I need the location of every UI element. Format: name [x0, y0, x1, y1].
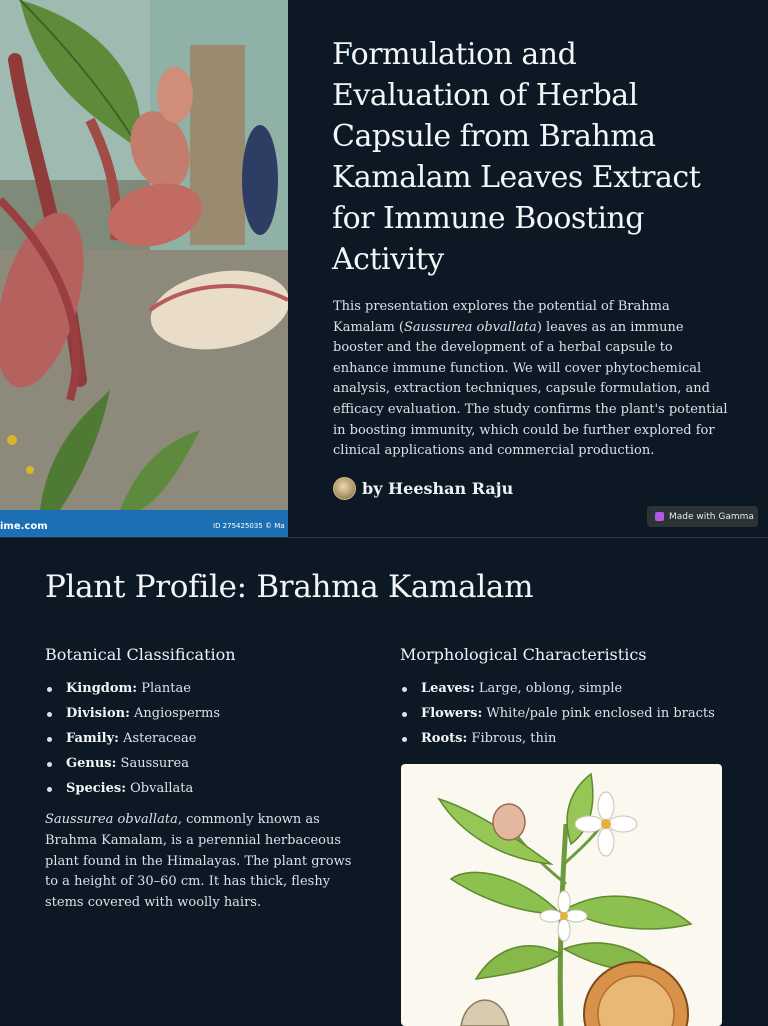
- brahma-kamalam-photo: [0, 0, 288, 537]
- badge-label: Made with Gamma: [669, 511, 754, 522]
- plant-illustration: [401, 764, 722, 1026]
- intro-text-end: ) leaves as an immune booster and the development of a herbal capsule to enhance immune function. We will cover phytochemical analysis, extraction techniques, capsule formulation, and efficacy evaluation. The study confirms the plant's potential in boosting immunity, which could be further explored for clinical applications and commercial production.: [333, 319, 728, 459]
- watermark-id: ID 275425035 © Ma: [213, 522, 285, 530]
- watermark-site: ime.com: [0, 521, 48, 532]
- classification-list: [45, 676, 220, 801]
- made-with-gamma-button[interactable]: [647, 506, 758, 527]
- flower-photo-illustration: [0, 0, 288, 537]
- list-item: Flowers: White/pale pink enclosed in bracts: [400, 701, 715, 726]
- plant-profile-slide: [0, 538, 768, 1024]
- list-item: Species: Obvallata: [45, 776, 220, 801]
- botanical-classification-heading: Botanical Classification: [45, 645, 236, 664]
- intro-paragraph: [333, 297, 731, 462]
- avatar[interactable]: [333, 477, 356, 500]
- morphological-characteristics-heading: Morphological Characteristics: [400, 645, 647, 664]
- list-item: Genus: Saussurea: [45, 751, 220, 776]
- watermark-bar: [0, 510, 288, 537]
- list-item: Kingdom: Plantae: [45, 676, 220, 701]
- description-text: , commonly known as Brahma Kamalam, is a perennial herbaceous plant found in the Himalayas. The plant grows to a height of 30–60 cm. It has thick, fleshy stems covered with woolly hairs.: [45, 812, 352, 911]
- slide-title: Plant Profile: Brahma Kamalam: [45, 569, 534, 605]
- intro-text-start: This presentation explores the potential of Brahma Kamalam (: [333, 299, 670, 335]
- intro-species-name: Saussurea obvallata: [403, 319, 537, 335]
- presentation-title: Formulation and Evaluation of Herbal Capsule from Brahma Kamalam Leaves Extract for Immune Boosting Activity: [332, 37, 701, 277]
- author-name: by Heeshan Raju: [362, 479, 514, 498]
- gamma-logo-icon: [655, 512, 664, 521]
- description-paragraph: [45, 810, 367, 914]
- list-item: Family: Asteraceae: [45, 726, 220, 751]
- morphology-list: [400, 676, 715, 751]
- list-item: Division: Angiosperms: [45, 701, 220, 726]
- list-item: Leaves: Large, oblong, simple: [400, 676, 715, 701]
- list-item: Roots: Fibrous, thin: [400, 726, 715, 751]
- author: [333, 477, 513, 500]
- species-name: Saussurea obvallata: [45, 812, 178, 827]
- botanical-drawing: [401, 764, 722, 1026]
